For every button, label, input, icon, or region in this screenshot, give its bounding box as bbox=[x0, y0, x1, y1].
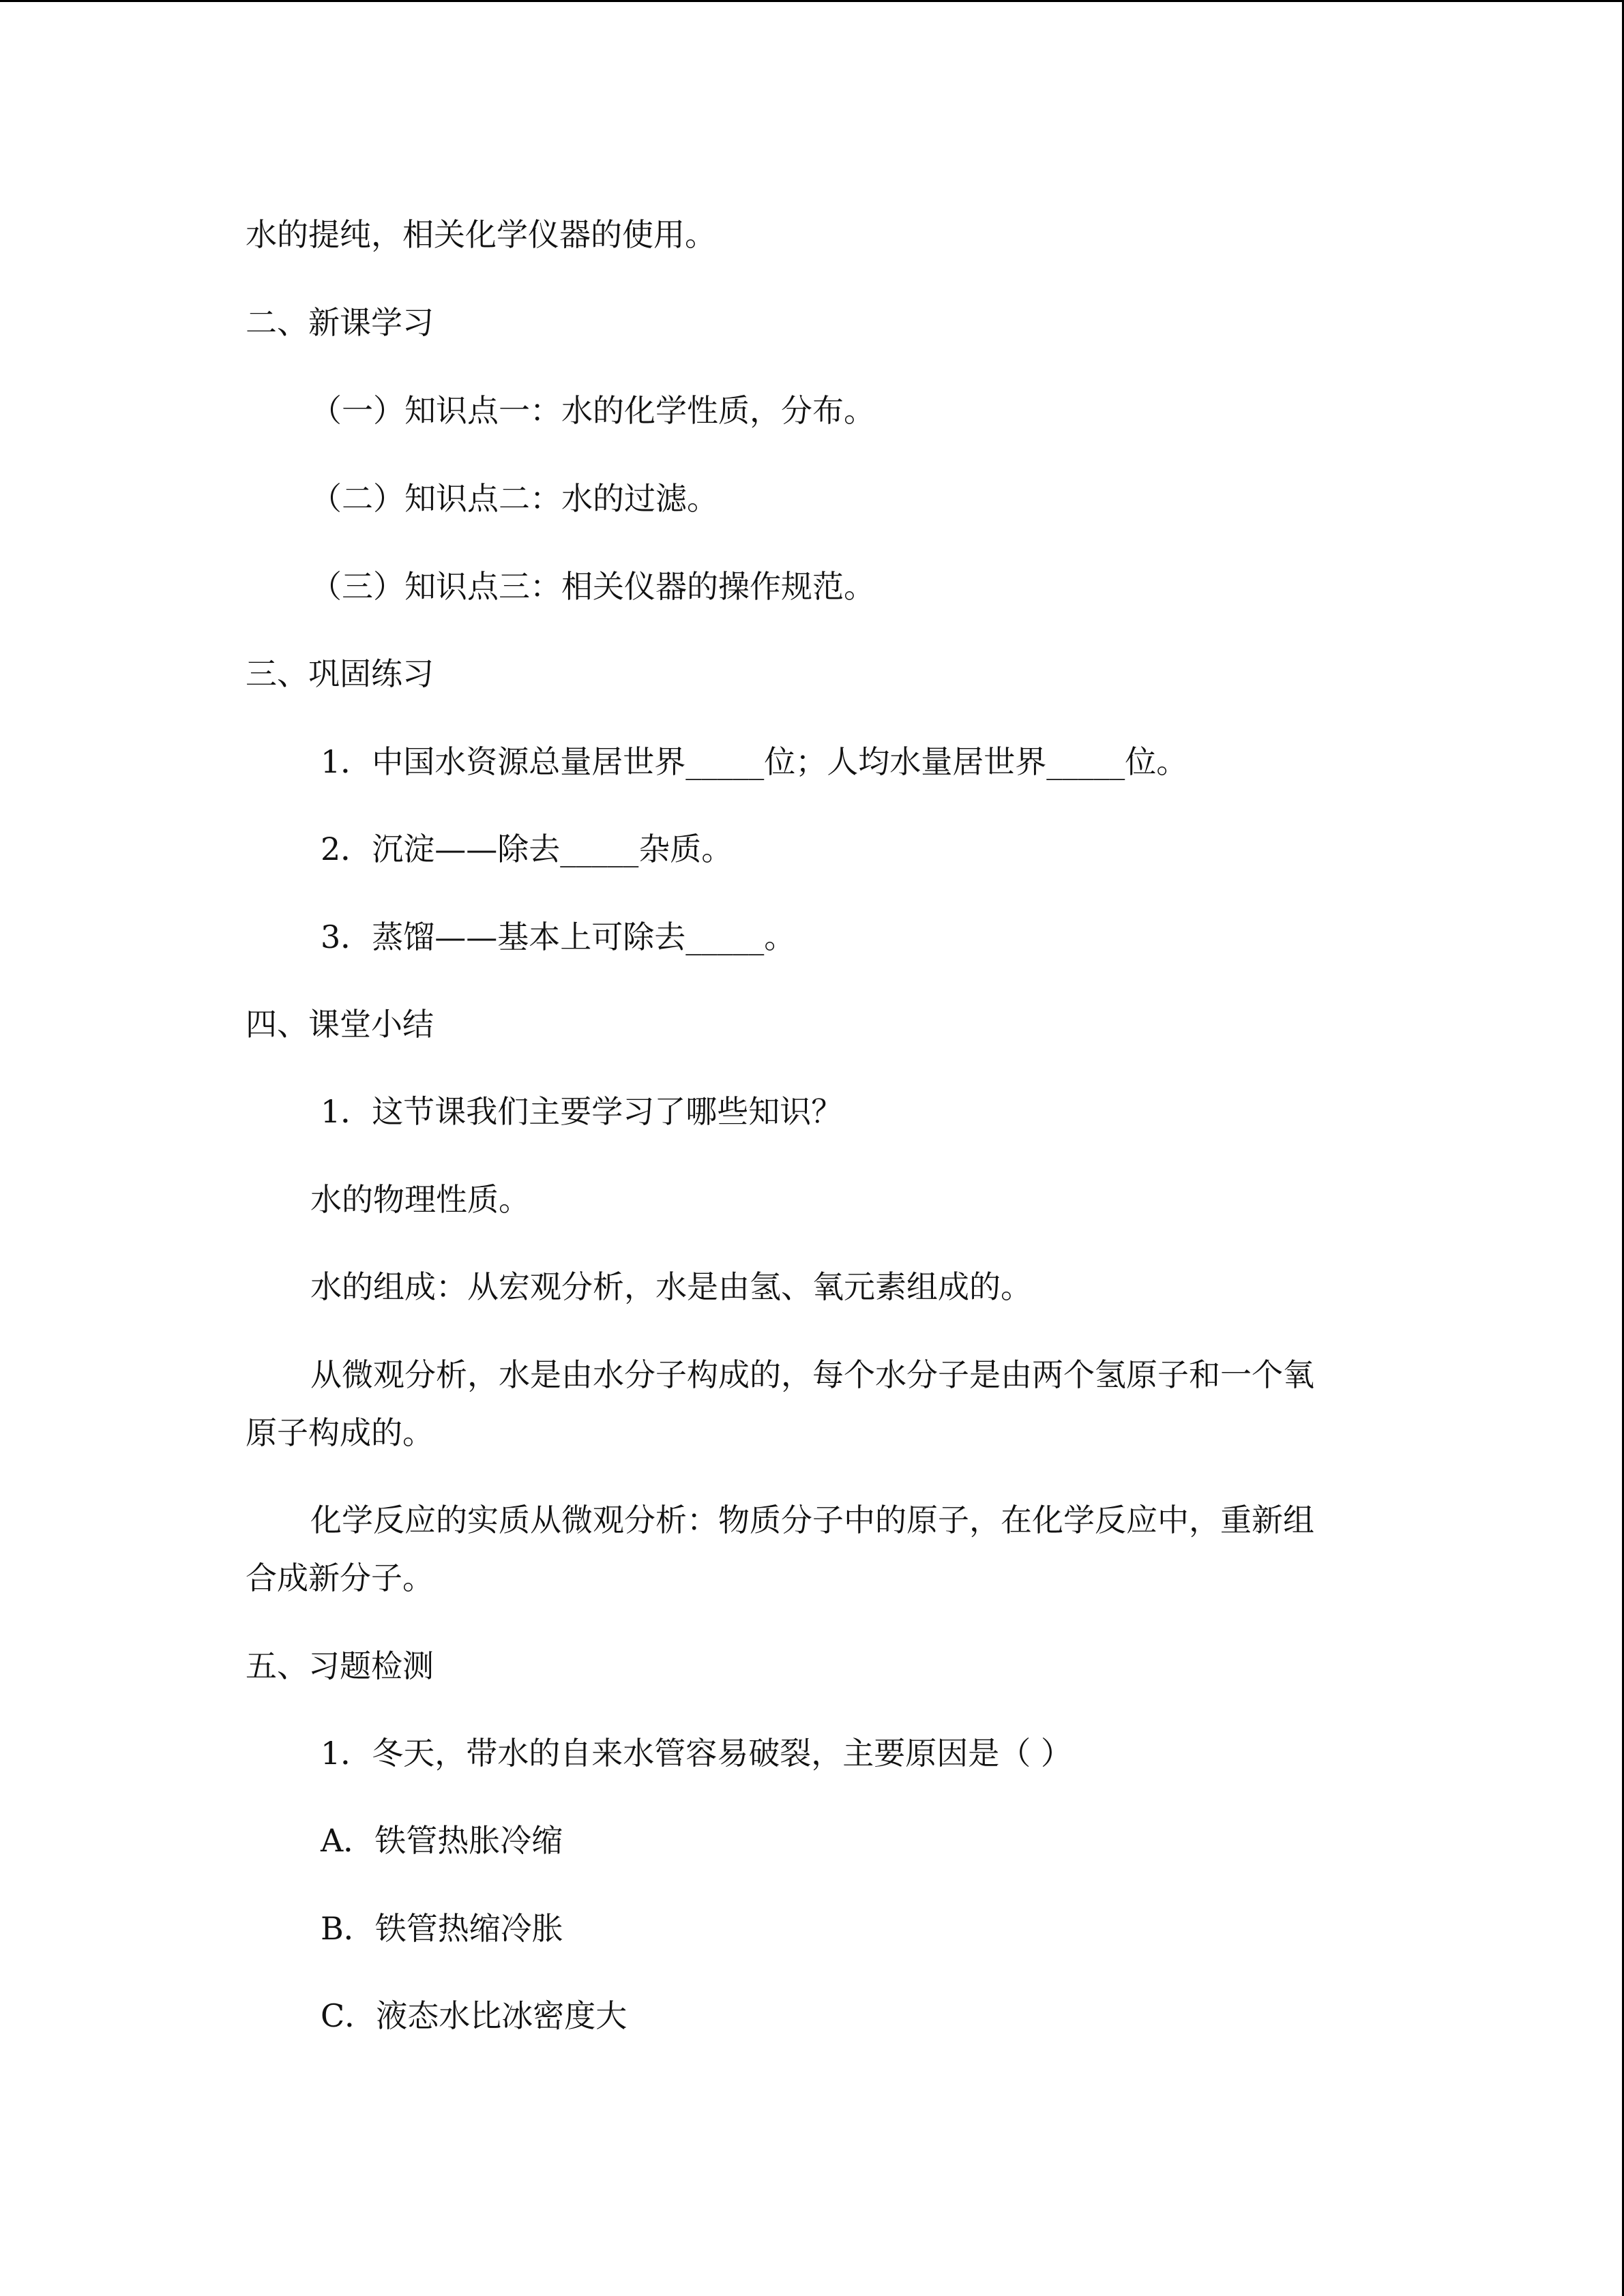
practice-item-1: 1．中国水资源总量居世界_____位；人均水量居世界_____位。 bbox=[321, 743, 1188, 780]
practice-item-3: 3．蒸馏——基本上可除去_____。 bbox=[321, 919, 796, 955]
summary-micro-line-1: 从微观分析，水是由水分子构成的，每个水分子是由两个氢原子和一个氧 bbox=[310, 1356, 1314, 1393]
knowledge-point-2: （二）知识点二：水的过滤。 bbox=[310, 480, 718, 517]
summary-reaction-line-2: 合成新分子。 bbox=[246, 1560, 434, 1596]
summary-question: 1．这节课我们主要学习了哪些知识？ bbox=[321, 1093, 843, 1130]
summary-reaction-line-1: 化学反应的实质从微观分析：物质分子中的原子，在化学反应中，重新组 bbox=[310, 1502, 1314, 1538]
summary-physical-properties: 水的物理性质。 bbox=[310, 1181, 530, 1218]
summary-composition: 水的组成：从宏观分析，水是由氢、氧元素组成的。 bbox=[310, 1268, 1032, 1305]
section-heading-summary: 四、课堂小结 bbox=[246, 1006, 434, 1043]
exercise-question-1: 1．冬天，带水的自来水管容易破裂，主要原因是（ ） bbox=[321, 1735, 1072, 1772]
section-heading-practice: 三、巩固练习 bbox=[246, 655, 434, 692]
intro-line: 水的提纯，相关化学仪器的使用。 bbox=[246, 216, 716, 253]
section-heading-new-lesson: 二、新课学习 bbox=[246, 304, 434, 341]
practice-item-2: 2．沉淀——除去_____杂质。 bbox=[321, 831, 733, 867]
knowledge-point-3: （三）知识点三：相关仪器的操作规范。 bbox=[310, 568, 875, 605]
exercise-option-a: A．铁管热胀冷缩 bbox=[321, 1822, 563, 1859]
exercise-option-c: C．液态水比冰密度大 bbox=[321, 1997, 628, 2034]
summary-micro-line-2: 原子构成的。 bbox=[246, 1414, 434, 1451]
section-heading-exercise: 五、习题检测 bbox=[246, 1648, 434, 1684]
exercise-option-b: B．铁管热缩冷胀 bbox=[321, 1910, 563, 1947]
knowledge-point-1: （一）知识点一：水的化学性质，分布。 bbox=[310, 392, 875, 429]
